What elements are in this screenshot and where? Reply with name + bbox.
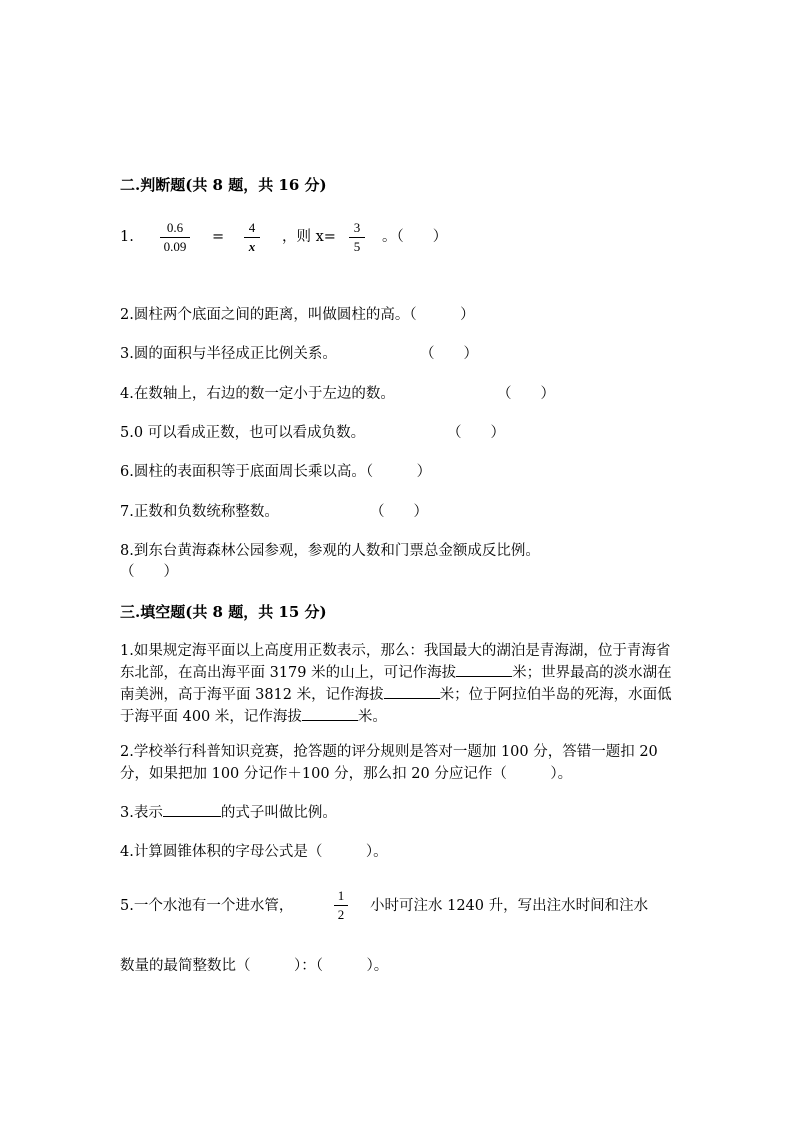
- answer-blank[interactable]: [163, 802, 221, 817]
- question-3-3: [120, 802, 337, 823]
- fraction-numerator: 3: [353, 220, 361, 235]
- fraction-denominator: x: [248, 239, 256, 254]
- question-3-1-text-b: 米；世界最高的淡水湖在南美洲，高于海平面 3812 米，记作海拔: [120, 665, 672, 703]
- question-2-3-answer-paren: （ ）: [420, 346, 478, 362]
- fraction-denominator: 5: [353, 239, 361, 254]
- question-2-7-answer-paren: （ ）: [370, 504, 428, 520]
- fraction-numerator: 1: [337, 888, 345, 903]
- fraction-bar: [349, 237, 365, 238]
- fraction-bar: [160, 237, 190, 238]
- question-2-1-mid: ，则 x=: [282, 229, 336, 245]
- question-2-5-answer-paren: （ ）: [447, 425, 505, 441]
- question-3-5-text-c: 数量的最简整数比（ ）：（ ）。: [120, 958, 389, 974]
- fraction-1-over-2: [334, 888, 348, 923]
- question-2-1-answer-paren: 。（ ）: [382, 229, 448, 245]
- answer-blank[interactable]: [384, 684, 440, 699]
- question-3-3-text-b: 的式子叫做比例。: [220, 805, 337, 821]
- fraction-bar: [334, 905, 348, 906]
- answer-blank[interactable]: [456, 662, 512, 677]
- question-2-8: 8.到东台黄海森林公园参观，参观的人数和门票总金额成反比例。: [120, 543, 540, 559]
- fraction-3-over-5: [349, 220, 365, 255]
- question-2-2: 2.圆柱两个底面之间的距离，叫做圆柱的高。（ ）: [120, 307, 475, 323]
- question-3-1: [120, 640, 680, 728]
- question-3-5-text-b: 小时可注水 1240 升，写出注水时间和注水: [370, 898, 649, 914]
- fraction-0.6-over-0.09: [160, 220, 190, 255]
- section-3-title: 三.填空题(共 8 题，共 15 分): [120, 603, 327, 621]
- question-2-6: 6.圆柱的表面积等于底面周长乘以高。（ ）: [120, 464, 432, 480]
- equals-sign: =: [212, 229, 225, 245]
- question-3-1-text-c: 米；位于阿拉伯半岛的死海，水面低于海平面 400 米，记作海拔: [120, 687, 672, 725]
- question-2-8-answer-paren: （ ）: [120, 564, 178, 580]
- question-2-3: 3.圆的面积与半径成正比例关系。: [120, 346, 337, 362]
- question-3-1-text-a: 1.如果规定海平面以上高度用正数表示，那么：我国最大的湖泊是青海湖，位于青海省东北部，在高出海平面 3179 米的山上，可记作海拔: [120, 643, 671, 681]
- question-2-4: 4.在数轴上，右边的数一定小于左边的数。: [120, 386, 395, 402]
- section-2-title: 二.判断题(共 8 题，共 16 分): [120, 176, 327, 194]
- question-3-1-text-d: 米。: [357, 709, 387, 725]
- fraction-bar: [244, 237, 260, 238]
- fraction-4-over-x: [244, 220, 260, 255]
- question-3-3-text-a: 3.表示: [120, 805, 163, 821]
- fraction-numerator: 4: [248, 220, 256, 235]
- answer-blank[interactable]: [302, 706, 358, 721]
- question-3-4: 4.计算圆锥体积的字母公式是（ ）。: [120, 844, 388, 860]
- question-2-4-answer-paren: （ ）: [497, 386, 555, 402]
- question-2-1-number: 1.: [120, 229, 134, 245]
- fraction-numerator: 0.6: [166, 220, 184, 235]
- question-2-5: 5.0 可以看成正数，也可以看成负数。: [120, 425, 366, 441]
- fraction-denominator: 0.09: [163, 239, 187, 254]
- question-2-7: 7.正数和负数统称整数。: [120, 504, 279, 520]
- fraction-denominator: 2: [337, 907, 345, 922]
- question-3-5-text-a: 5.一个水池有一个进水管，: [120, 898, 294, 914]
- question-3-2: 2.学校举行科普知识竞赛，抢答题的评分规则是答对一题加 100 分，答错一题扣 20 分，如果把加 100 分记作＋100 分，那么扣 20 分应记作（ ）。: [120, 744, 658, 782]
